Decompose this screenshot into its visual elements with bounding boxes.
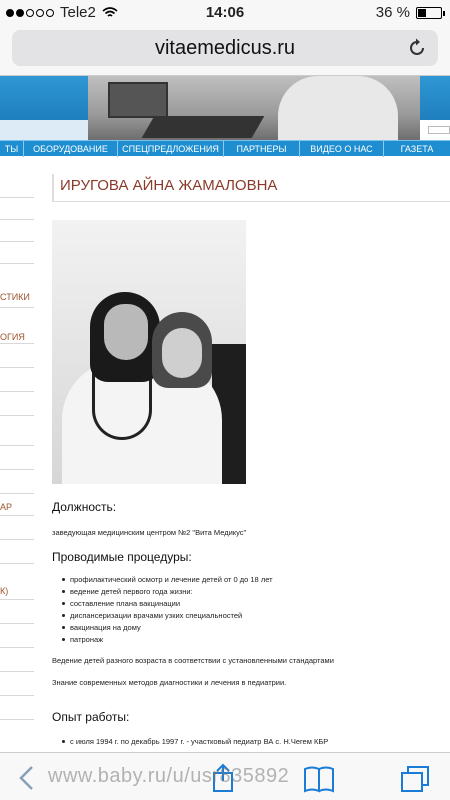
banner-photo bbox=[88, 76, 420, 140]
sidebar-item[interactable] bbox=[0, 176, 34, 198]
standards-paragraph: Ведение детей разного возраста в соответствии с установленными стандартами bbox=[52, 656, 334, 665]
experience-list bbox=[62, 736, 328, 748]
status-right bbox=[376, 4, 442, 21]
sidebar-item[interactable]: К) bbox=[0, 564, 34, 600]
sidebar-item[interactable] bbox=[0, 696, 34, 720]
nav-item-newspaper[interactable]: ГАЗЕТА bbox=[400, 144, 434, 154]
url-text[interactable]: vitaemedicus.ru bbox=[154, 37, 296, 59]
nav-item-contacts[interactable]: ТЫ bbox=[0, 141, 24, 157]
sidebar-item[interactable] bbox=[0, 392, 34, 416]
position-heading: Должность: bbox=[52, 500, 117, 514]
site-banner bbox=[0, 76, 450, 140]
methods-paragraph: Знание современных методов диагностики и лечения в педиатрии. bbox=[52, 678, 287, 687]
nav-item-special-offers[interactable]: СПЕЦПРЕДЛОЖЕНИЯ bbox=[118, 141, 224, 157]
watermark-text: www.baby.ru/u/usr835892 bbox=[48, 765, 290, 787]
procedures-heading: Проводимые процедуры: bbox=[52, 550, 192, 564]
list-item: патронаж bbox=[62, 634, 273, 646]
sidebar-item[interactable] bbox=[0, 470, 34, 494]
sidebar-item[interactable] bbox=[0, 242, 34, 264]
nav-item-video[interactable]: ВИДЕО О НАС bbox=[300, 141, 384, 157]
battery-percent: 36 % bbox=[375, 4, 410, 21]
sidebar-item[interactable]: СТИКИ bbox=[0, 264, 34, 308]
list-item: с июля 1994 г. по декабрь 1997 г. - участковый педиатр ВА с. Н.Чегем КБР bbox=[62, 736, 328, 748]
list-item: ведение детей первого года жизни: bbox=[62, 586, 273, 598]
doctor-photo bbox=[52, 220, 246, 484]
sidebar-item[interactable] bbox=[0, 648, 34, 672]
carrier-name: Tele2 bbox=[60, 4, 96, 21]
page-title: ИРУГОВА АЙНА ЖАМАЛОВНА bbox=[52, 174, 450, 202]
nav-item-partners[interactable]: ПАРТНЕРЫ bbox=[224, 141, 300, 157]
main-nav bbox=[0, 140, 450, 156]
browser-toolbar bbox=[0, 752, 450, 800]
list-item: диспансеризации врачами узких специальностей bbox=[62, 610, 273, 622]
address-bar-area bbox=[0, 26, 450, 76]
position-text: заведующая медицинским центром №2 "Вита Медикус" bbox=[52, 528, 247, 537]
sidebar-item[interactable] bbox=[0, 344, 34, 368]
sidebar-item[interactable] bbox=[0, 368, 34, 392]
list-item: профилактический осмотр и лечение детей от 0 до 18 лет bbox=[62, 574, 273, 586]
banner-left-strip bbox=[0, 120, 88, 140]
sidebar-item[interactable] bbox=[0, 624, 34, 648]
reload-icon[interactable] bbox=[406, 37, 428, 59]
experience-heading: Опыт работы: bbox=[52, 710, 130, 724]
sidebar-item[interactable] bbox=[0, 600, 34, 624]
clock: 14:06 bbox=[205, 4, 245, 21]
sidebar-item[interactable] bbox=[0, 198, 34, 220]
status-bar bbox=[0, 0, 450, 26]
sidebar-item[interactable]: АР bbox=[0, 494, 34, 516]
back-icon[interactable] bbox=[10, 763, 44, 793]
site-search-input[interactable] bbox=[428, 126, 450, 134]
address-bar[interactable] bbox=[12, 30, 438, 66]
sidebar-item[interactable]: ОГИЯ bbox=[0, 308, 34, 344]
sidebar-item[interactable] bbox=[0, 672, 34, 696]
banner-left-panel bbox=[0, 76, 88, 120]
procedures-list bbox=[62, 574, 273, 646]
tabs-icon[interactable] bbox=[398, 763, 432, 793]
sidebar-item[interactable] bbox=[0, 416, 34, 446]
sidebar-item[interactable] bbox=[0, 516, 34, 540]
battery-icon bbox=[416, 7, 442, 19]
nav-item-equipment[interactable]: ОБОРУДОВАНИЕ bbox=[24, 141, 118, 157]
list-item: составление плана вакцинации bbox=[62, 598, 273, 610]
sidebar-item[interactable] bbox=[0, 446, 34, 470]
sidebar-item[interactable] bbox=[0, 220, 34, 242]
sidebar-menu bbox=[0, 156, 34, 756]
sidebar-item[interactable] bbox=[0, 540, 34, 564]
banner-right-panel bbox=[420, 76, 450, 120]
list-item: вакцинация на дому bbox=[62, 622, 273, 634]
bookmarks-icon[interactable] bbox=[302, 763, 336, 793]
